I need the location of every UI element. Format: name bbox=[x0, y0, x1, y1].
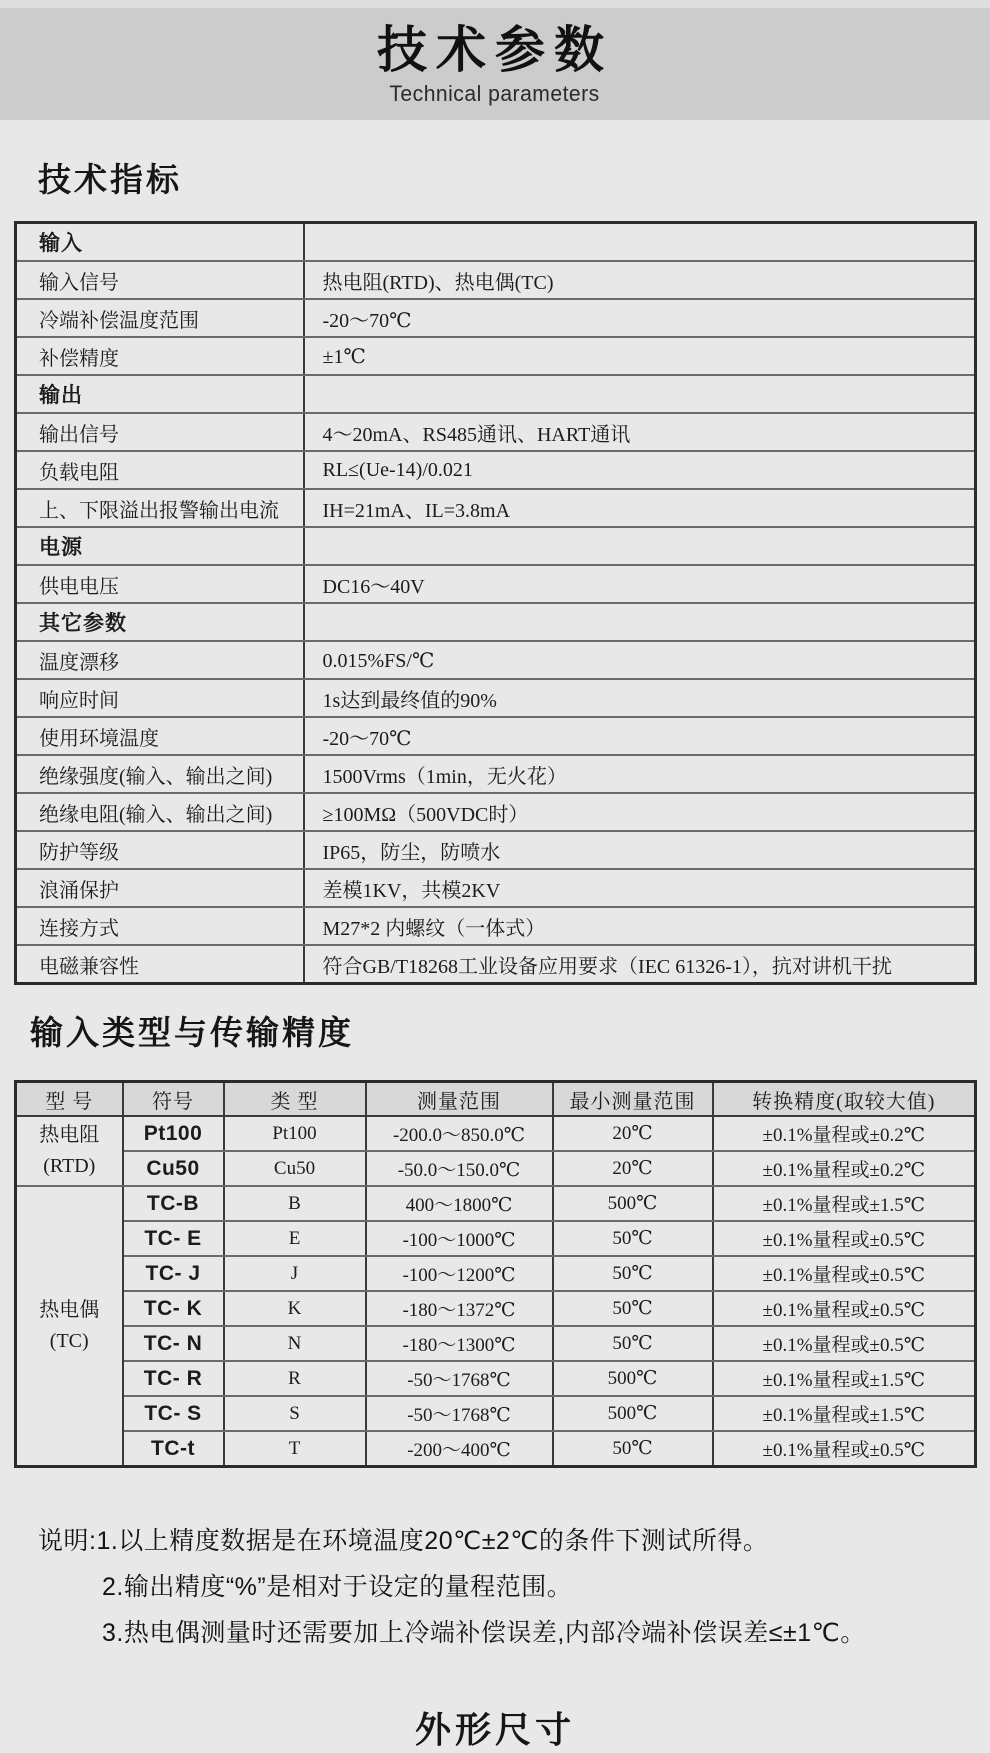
accuracy-cell: ±0.1%量程或±0.2℃ bbox=[713, 1116, 976, 1151]
min-range-cell: 50℃ bbox=[553, 1221, 713, 1256]
symbol-cell: TC-t bbox=[123, 1431, 224, 1467]
accuracy-cell: ±0.1%量程或±1.5℃ bbox=[713, 1361, 976, 1396]
range-cell: -180～1372℃ bbox=[366, 1291, 553, 1326]
spec-value-cell: 1500Vrms（1min，无火花） bbox=[304, 755, 976, 793]
spec-section-label: 其它参数 bbox=[16, 603, 304, 641]
type-cell: Cu50 bbox=[224, 1151, 366, 1186]
range-cell: -50～1768℃ bbox=[366, 1361, 553, 1396]
type-cell: K bbox=[224, 1291, 366, 1326]
spec-label-cell: 上、下限溢出报警输出电流 bbox=[16, 489, 304, 527]
range-cell: -200.0～850.0℃ bbox=[366, 1116, 553, 1151]
type-cell: E bbox=[224, 1221, 366, 1256]
spec-section-row bbox=[16, 223, 976, 262]
spec-value-cell bbox=[304, 527, 976, 565]
spec-label-cell: 防护等级 bbox=[16, 831, 304, 869]
spec-row bbox=[16, 831, 976, 869]
spec-label-cell: 连接方式 bbox=[16, 907, 304, 945]
col-header-accuracy: 转换精度(取较大值) bbox=[713, 1082, 976, 1117]
col-header-range: 测量范围 bbox=[366, 1082, 553, 1117]
spec-section-row bbox=[16, 527, 976, 565]
spec-row bbox=[16, 413, 976, 451]
top-strip bbox=[0, 0, 990, 8]
symbol-cell: TC-B bbox=[123, 1186, 224, 1221]
accuracy-cell: ±0.1%量程或±0.5℃ bbox=[713, 1431, 976, 1467]
spec-value-cell bbox=[304, 375, 976, 413]
spec-value-cell: DC16～40V bbox=[304, 565, 976, 603]
accuracy-cell: ±0.1%量程或±1.5℃ bbox=[713, 1396, 976, 1431]
type-cell: Pt100 bbox=[224, 1116, 366, 1151]
spec-value-cell: 差模1KV，共模2KV bbox=[304, 869, 976, 907]
spec-row bbox=[16, 907, 976, 945]
spec-value-cell: IH=21mA、IL=3.8mA bbox=[304, 489, 976, 527]
symbol-cell: Cu50 bbox=[123, 1151, 224, 1186]
col-header-symbol: 符号 bbox=[123, 1082, 224, 1117]
spec-value-cell: 4～20mA、RS485通讯、HART通讯 bbox=[304, 413, 976, 451]
spec-value-cell: IP65，防尘，防喷水 bbox=[304, 831, 976, 869]
min-range-cell: 500℃ bbox=[553, 1186, 713, 1221]
header-band bbox=[0, 8, 990, 120]
min-range-cell: 20℃ bbox=[553, 1116, 713, 1151]
accuracy-cell: ±0.1%量程或±0.5℃ bbox=[713, 1256, 976, 1291]
symbol-cell: TC- S bbox=[123, 1396, 224, 1431]
spec-label-cell: 负载电阻 bbox=[16, 451, 304, 489]
spec-value-cell: 0.015%FS/℃ bbox=[304, 641, 976, 679]
spec-label-cell: 冷端补偿温度范围 bbox=[16, 299, 304, 337]
spec-value-cell: RL≤(Ue-14)/0.021 bbox=[304, 451, 976, 489]
symbol-cell: TC- R bbox=[123, 1361, 224, 1396]
spec-row bbox=[16, 679, 976, 717]
min-range-cell: 50℃ bbox=[553, 1326, 713, 1361]
range-cell: -200～400℃ bbox=[366, 1431, 553, 1467]
spec-section-row bbox=[16, 603, 976, 641]
col-header-model: 型 号 bbox=[16, 1082, 123, 1117]
spec-label-cell: 使用环境温度 bbox=[16, 717, 304, 755]
spec-value-cell: -20～70℃ bbox=[304, 299, 976, 337]
table-row bbox=[16, 1431, 976, 1467]
accuracy-cell: ±0.1%量程或±0.2℃ bbox=[713, 1151, 976, 1186]
spec-table bbox=[14, 221, 977, 985]
model-label: 热电阻 bbox=[39, 1124, 100, 1146]
range-cell: -100～1200℃ bbox=[366, 1256, 553, 1291]
min-range-cell: 50℃ bbox=[553, 1256, 713, 1291]
spec-label-cell: 浪涌保护 bbox=[16, 869, 304, 907]
table-row bbox=[16, 1151, 976, 1186]
spec-label-cell: 温度漂移 bbox=[16, 641, 304, 679]
spec-label-cell: 绝缘电阻(输入、输出之间) bbox=[16, 793, 304, 831]
min-range-cell: 50℃ bbox=[553, 1291, 713, 1326]
spec-label-cell: 响应时间 bbox=[16, 679, 304, 717]
spec-section-label: 输入 bbox=[16, 223, 304, 262]
accuracy-cell: ±0.1%量程或±1.5℃ bbox=[713, 1186, 976, 1221]
section-heading-dimensions: 外形尺寸 bbox=[414, 1709, 575, 1750]
spec-value-cell: -20～70℃ bbox=[304, 717, 976, 755]
spec-label-cell: 绝缘强度(输入、输出之间) bbox=[16, 755, 304, 793]
spec-row bbox=[16, 489, 976, 527]
spec-value-cell: ≥100MΩ（500VDC时） bbox=[304, 793, 976, 831]
spec-label-cell: 补偿精度 bbox=[16, 337, 304, 375]
input-type-table bbox=[14, 1080, 977, 1468]
table-row bbox=[16, 1116, 976, 1151]
symbol-cell: TC- J bbox=[123, 1256, 224, 1291]
notes-label: 说明: bbox=[38, 1527, 97, 1555]
min-range-cell: 50℃ bbox=[553, 1431, 713, 1467]
model-label: 热电偶 bbox=[39, 1299, 100, 1321]
table-row bbox=[16, 1396, 976, 1431]
table-row bbox=[16, 1221, 976, 1256]
table-row bbox=[16, 1186, 976, 1221]
spec-row bbox=[16, 641, 976, 679]
accuracy-cell: ±0.1%量程或±0.5℃ bbox=[713, 1221, 976, 1256]
spec-value-cell: 热电阻(RTD)、热电偶(TC) bbox=[304, 261, 976, 299]
spec-row bbox=[16, 945, 976, 984]
symbol-cell: TC- K bbox=[123, 1291, 224, 1326]
range-cell: -50～1768℃ bbox=[366, 1396, 553, 1431]
spec-value-cell: ±1℃ bbox=[304, 337, 976, 375]
input-table-header-row bbox=[16, 1082, 976, 1117]
min-range-cell: 20℃ bbox=[553, 1151, 713, 1186]
spec-row bbox=[16, 755, 976, 793]
note-line-3: 3.热电偶测量时还需要加上冷端补偿误差,内部冷端补偿误差≤±1℃。 bbox=[102, 1619, 866, 1647]
spec-section-label: 输出 bbox=[16, 375, 304, 413]
spec-section-label: 电源 bbox=[16, 527, 304, 565]
note-line-1 bbox=[38, 1518, 990, 1564]
model-cell-tc bbox=[16, 1186, 123, 1467]
section-heading-specs: 技术指标 bbox=[38, 161, 182, 198]
type-cell: S bbox=[224, 1396, 366, 1431]
spec-row bbox=[16, 565, 976, 603]
spec-row bbox=[16, 717, 976, 755]
range-cell: -180～1300℃ bbox=[366, 1326, 553, 1361]
spec-label-cell: 电磁兼容性 bbox=[16, 945, 304, 984]
accuracy-cell: ±0.1%量程或±0.5℃ bbox=[713, 1326, 976, 1361]
range-cell: -100～1000℃ bbox=[366, 1221, 553, 1256]
note-text: 1.以上精度数据是在环境温度20℃±2℃的条件下测试所得。 bbox=[96, 1527, 769, 1555]
spec-value-cell: M27*2 内螺纹（一体式） bbox=[304, 907, 976, 945]
spec-label-cell: 输出信号 bbox=[16, 413, 304, 451]
page-subtitle: Technical parameters bbox=[389, 81, 601, 106]
notes bbox=[38, 1518, 990, 1656]
type-cell: J bbox=[224, 1256, 366, 1291]
range-cell: 400～1800℃ bbox=[366, 1186, 553, 1221]
spec-row bbox=[16, 869, 976, 907]
col-header-type: 类 型 bbox=[224, 1082, 366, 1117]
accuracy-cell: ±0.1%量程或±0.5℃ bbox=[713, 1291, 976, 1326]
spec-row bbox=[16, 261, 976, 299]
model-cell-rtd bbox=[16, 1116, 123, 1186]
table-row bbox=[16, 1326, 976, 1361]
symbol-cell: Pt100 bbox=[123, 1116, 224, 1151]
col-header-min-range: 最小测量范围 bbox=[553, 1082, 713, 1117]
spec-row bbox=[16, 299, 976, 337]
spec-label-cell: 输入信号 bbox=[16, 261, 304, 299]
table-row bbox=[16, 1291, 976, 1326]
spec-row bbox=[16, 337, 976, 375]
type-cell: N bbox=[224, 1326, 366, 1361]
min-range-cell: 500℃ bbox=[553, 1396, 713, 1431]
model-sub-label: (RTD) bbox=[43, 1155, 96, 1177]
symbol-cell: TC- N bbox=[123, 1326, 224, 1361]
spec-row bbox=[16, 793, 976, 831]
min-range-cell: 500℃ bbox=[553, 1361, 713, 1396]
table-row bbox=[16, 1256, 976, 1291]
spec-value-cell: 1s达到最终值的90% bbox=[304, 679, 976, 717]
spec-section-row bbox=[16, 375, 976, 413]
section-heading-inputs: 输入类型与传输精度 bbox=[30, 1014, 354, 1051]
model-sub-label: (TC) bbox=[49, 1330, 89, 1352]
type-cell: B bbox=[224, 1186, 366, 1221]
spec-row bbox=[16, 451, 976, 489]
range-cell: -50.0～150.0℃ bbox=[366, 1151, 553, 1186]
spec-value-cell bbox=[304, 223, 976, 262]
spec-label-cell: 供电电压 bbox=[16, 565, 304, 603]
type-cell: R bbox=[224, 1361, 366, 1396]
page-title: 技术参数 bbox=[377, 22, 613, 78]
spec-value-cell: 符合GB/T18268工业设备应用要求（IEC 61326-1），抗对讲机干扰 bbox=[304, 945, 976, 984]
symbol-cell: TC- E bbox=[123, 1221, 224, 1256]
type-cell: T bbox=[224, 1431, 366, 1467]
table-row bbox=[16, 1361, 976, 1396]
note-line-2: 2.输出精度“%”是相对于设定的量程范围。 bbox=[102, 1573, 573, 1601]
spec-value-cell bbox=[304, 603, 976, 641]
